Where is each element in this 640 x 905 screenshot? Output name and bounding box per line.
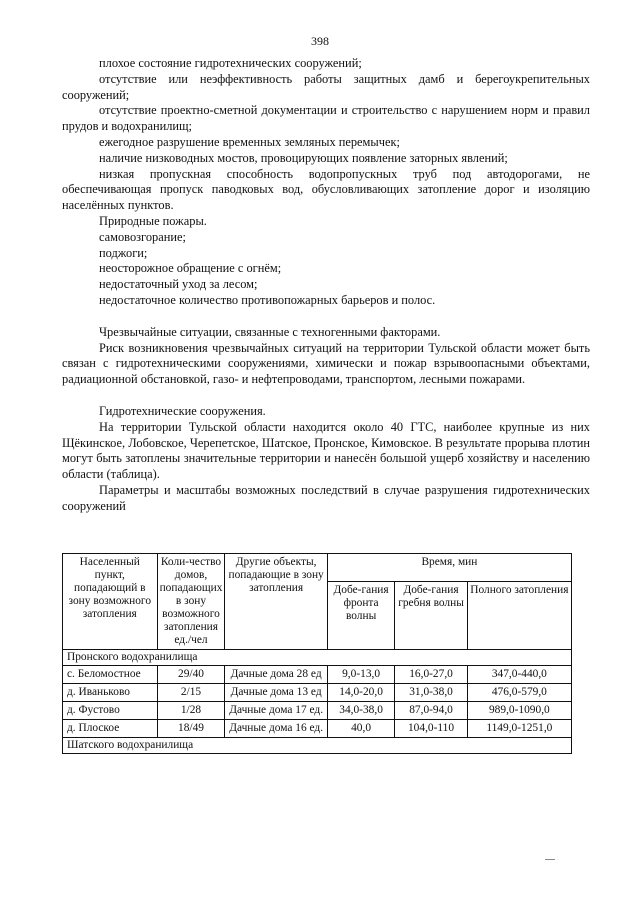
header-other-objects: Другие объекты, попадающие в зону затопления: [225, 554, 327, 650]
table-section-row: [63, 738, 572, 754]
cell-settlement: д. Плоское: [63, 720, 158, 738]
page-number: 398: [311, 34, 329, 48]
cell-front: 34,0-38,0: [327, 702, 395, 720]
scan-mark: [545, 859, 555, 860]
cell-settlement: с. Беломостное: [63, 666, 158, 684]
paragraph: На территории Тульской области находится около 40 ГТС, наиболее крупные из них Щёкинское, Лобовское, Черепетское, Шатское, Пронское, Кимовское. В результате прорыва плотин могут быть затоплены значительные территории и нанесён большой ущерб хозяйству и населению области (таблица).: [62, 419, 590, 482]
paragraph: отсутствие или неэффективность работы защитных дамб и берегоукрепительных сооружений;: [62, 71, 590, 102]
header-settlement: Населенный пункт, попадающий в зону возможного затопления: [63, 554, 158, 650]
cell-full: 476,0-579,0: [467, 684, 571, 702]
table-header-row: [63, 554, 572, 582]
cell-other-objects: Дачные дома 13 ед: [225, 684, 327, 702]
paragraph: плохое состояние гидротехнических сооружений;: [99, 56, 362, 70]
header-houses: Коли-чество домов, попадающих в зону возможного затопления ед./чел: [157, 554, 225, 650]
document-body: [62, 56, 590, 515]
cell-front: 40,0: [327, 720, 395, 738]
cell-houses: 2/15: [157, 684, 225, 702]
table-section-row: [63, 650, 572, 666]
section-heading: Природные пожары.: [99, 213, 207, 228]
cell-other-objects: Дачные дома 17 ед.: [225, 702, 327, 720]
cell-settlement: д. Фустово: [63, 702, 158, 720]
section-heading: Чрезвычайные ситуации, связанные с техногенными факторами.: [99, 324, 441, 339]
spacer: [62, 388, 590, 404]
table-caption: Параметры и масштабы возможных последствий в случае разрушения гидротехнических сооружений: [62, 482, 590, 513]
header-crest: Добе-гания гребня волны: [395, 581, 467, 649]
section-heading: Гидротехнические сооружения.: [99, 403, 266, 418]
cell-front: 14,0-20,0: [327, 684, 395, 702]
cell-crest: 104,0-110: [395, 720, 467, 738]
list-item: недостаточное количество противопожарных барьеров и полос.: [99, 292, 436, 307]
cell-houses: 29/40: [157, 666, 225, 684]
cell-other-objects: Дачные дома 28 ед: [225, 666, 327, 684]
cell-settlement: д. Иваньково: [63, 684, 158, 702]
cell-crest: 31,0-38,0: [395, 684, 467, 702]
cell-front: 9,0-13,0: [327, 666, 395, 684]
table-row: [63, 684, 572, 702]
table-row: [63, 666, 572, 684]
cell-houses: 1/28: [157, 702, 225, 720]
cell-crest: 87,0-94,0: [395, 702, 467, 720]
header-time: Время, мин: [327, 554, 571, 582]
header-front: Добе-гания фронта волны: [327, 581, 395, 649]
paragraph: Риск возникновения чрезвычайных ситуаций на территории Тульской области может быть связан с гидротехническими сооружениями, химически и пожар взрывоопасными объектами, радиационной обстановкой, газо- и нефтепроводами, транспортом, лесными пожарами.: [62, 340, 590, 387]
cell-other-objects: Дачные дома 16 ед.: [225, 720, 327, 738]
paragraph: ежегодное разрушение временных земляных перемычек;: [99, 134, 400, 149]
list-item: недостаточный уход за лесом;: [99, 277, 258, 292]
cell-houses: 18/49: [157, 720, 225, 738]
cell-full: 989,0-1090,0: [467, 702, 571, 720]
paragraph: отсутствие проектно-сметной документации и строительство с нарушением норм и правил прудов и водохранилищ;: [62, 103, 590, 134]
consequences-table: [62, 553, 572, 754]
spacer: [62, 309, 590, 325]
section-title: Пронского водохранилища: [63, 650, 572, 666]
cell-full: 347,0-440,0: [467, 666, 571, 684]
cell-crest: 16,0-27,0: [395, 666, 467, 684]
header-full: Полного затопления: [467, 581, 571, 649]
section-title: Шатского водохранилища: [63, 738, 572, 754]
cell-full: 1149,0-1251,0: [467, 720, 571, 738]
table-row: [63, 720, 572, 738]
paragraph: низкая пропускная способность водопропускных труб под автодорогами, не обеспечивающая пропуск паводковых вод, обусловливающих затопление дорог и изоляцию населённых пунктов.: [62, 166, 590, 213]
list-item: неосторожное обращение с огнём;: [99, 261, 282, 276]
list-item: самовозгорание;: [99, 229, 186, 244]
list-item: поджоги;: [99, 245, 148, 260]
paragraph: наличие низководных мостов, провоцирующих появление заторных явлений;: [99, 150, 508, 165]
table-row: [63, 702, 572, 720]
